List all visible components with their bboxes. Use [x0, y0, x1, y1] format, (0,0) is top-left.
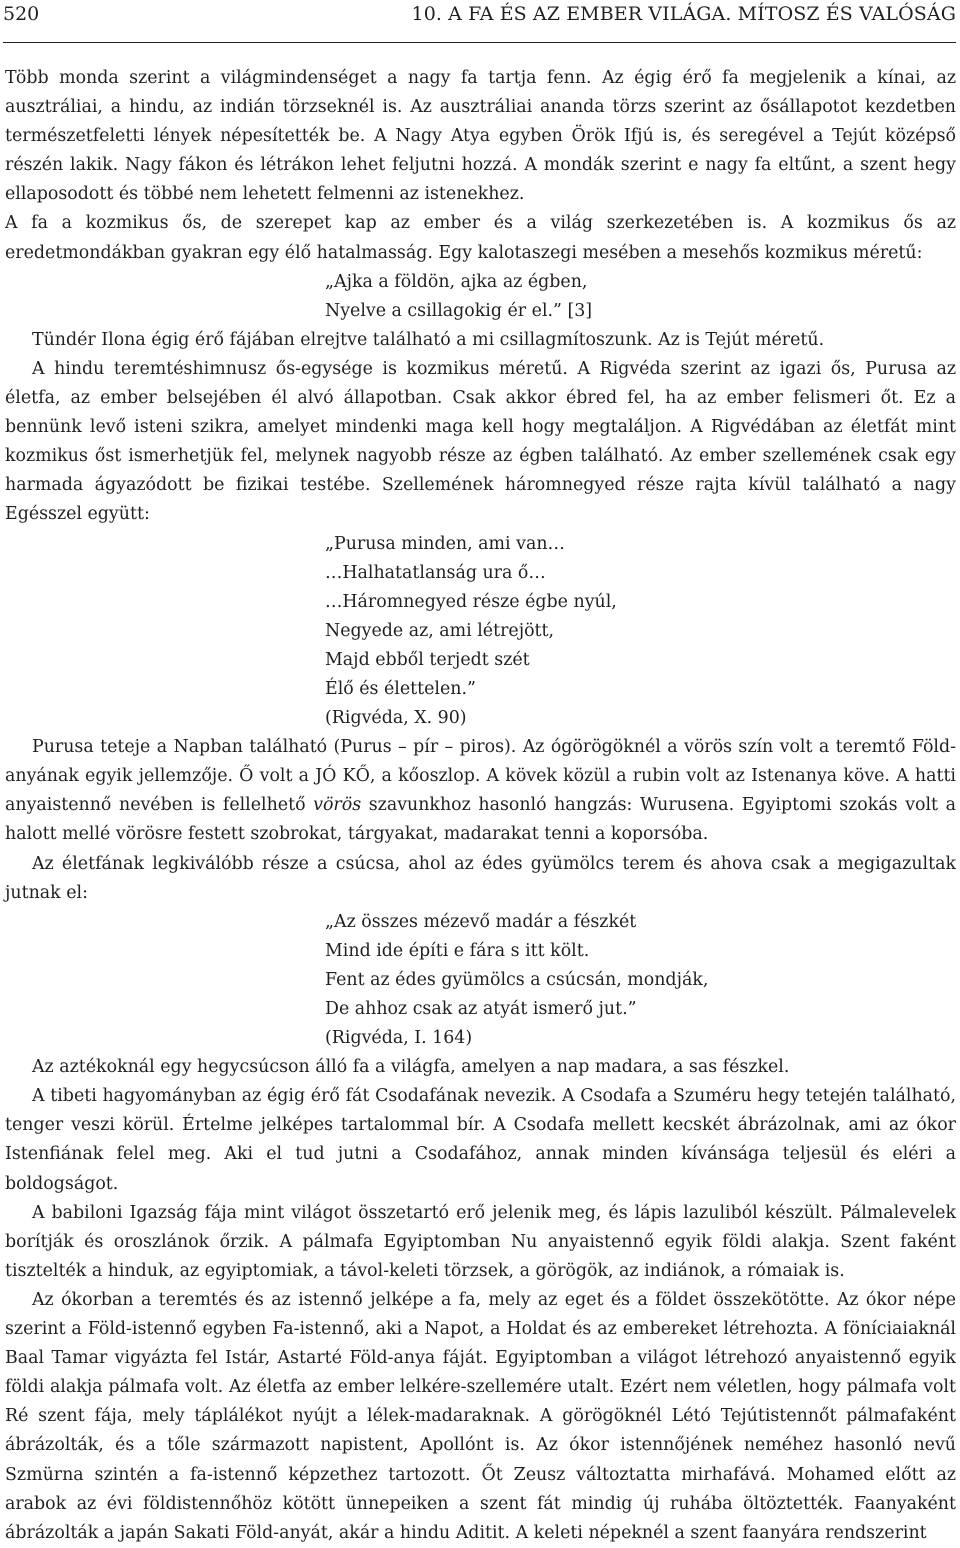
verse-line: „Ajka a földön, ajka az égben,	[325, 271, 588, 292]
paragraph: Az ókorban a teremtés és az istennő jelképe a fa, mely az eget és a földet összekötötte. Az ókor népe szerint a Föld-istennő egyben Fa-istennő, aki a Napot, a Holdat és az embereket létrehozta. A föníciaiaknál Baal Tamar vigyázta fel Istár, Astarté Föld-anya fáját. Egyiptomban a világot létrehozó anyaistennő egyik földi alakja pálmafa volt. Az életfa az ember lelkére-szellemére utalt. Ezért nem véletlen, hogy pálmafa volt Ré szent fája, mely táplálékot nyújt a lélek-madaraknak. A görögöknél Létó Tejútistennőt pálmafaként ábrázolták, és a tőle származott napistent, Apollónt is. Az ókor istennőjének neméhez hasonló nevű Szmürna szintén a fa-istennő képzethez tartozott. Őt Zeusz változtatta mirhafává. Mohamed előtt az arabok az évi földistennőhöz kötött ünnepeiken a szent fát mindig új ruhába öltöztették. Faanyaként ábrázolták a japán Sakati Föld-anyát, akár a hindu Aditit. A keleti népeknél a szent faanyára rendszerint	[5, 1289, 956, 1543]
verse-line: …Halhatatlanság ura ő…	[325, 562, 546, 583]
paragraph: A tibeti hagyományban az égig érő fát Csodafának nevezik. A Csodafa a Szuméru hegy tetején található, tenger veszi körül. Értelme jelképes tartalommal bír. A Csodafa mellett kecskét ábrázolnak, ami az ókor Istenfiának felel meg. Aki el tud jutni a Csodafához, annak minden kívánsága teljesül és eléri a boldogságot.	[5, 1086, 956, 1194]
paragraph: Több monda szerint a világmindenséget a nagy fa tartja fenn. Az égig érő fa megjelenik a kínai, az ausztráliai, a hindu, az indián törzseknél is. Az ausztráliai ananda törzs szerint az ősállapotot kezdetben természetfeletti lények népesítették be. A Nagy Atya egyben Örök Ifjú is, és seregével a Tejút középső részén lakik. Nagy fákon és létrákon lehet feljutni hozzá. A mondák szerint e nagy fa eltűnt, a szent hegy ellaposodott és többé nem lehetett felmenni az istenekhez.	[5, 68, 956, 205]
page-number: 520	[3, 3, 40, 25]
verse-line: Nyelve a csillagokig ér el.” [3]	[325, 300, 593, 321]
verse-line: Negyede az, ami létrejött,	[325, 620, 555, 641]
paragraph: Tündér Ilona égig érő fájában elrejtve található a mi csillagmítoszunk. Az is Tejút méretű.	[32, 329, 825, 350]
verse-line: Élő és élettelen.”	[325, 678, 476, 699]
verse-line: „Az összes mézevő madár a fészkét	[325, 911, 637, 932]
verse-quote	[5, 908, 956, 1053]
paragraph: A hindu teremtéshimnusz ős-egysége is kozmikus méretű. A Rigvéda szerint az igazi ős, Purusa az életfa, az ember belsejében él alvó állapotban. Csak akkor ébred fel, ha az ember felismeri őt. Ez a bennünk levő isteni szikra, amelyet mindenki maga kell hogy megtaláljon. A Rigvédában az életfát mint kozmikus őst ismerhetjük fel, melynek nagyobb része az égben található. Az ember szellemének csak egy harmada ágyazódott be fizikai testébe. Szellemének háromnegyed része rajta kívül található a nagy Egésszel együtt:	[5, 358, 956, 525]
verse-line: „Purusa minden, ami van…	[325, 533, 565, 554]
paragraph: A fa a kozmikus ős, de szerepet kap az ember és a világ szerkezetében is. A kozmikus ős az eredetmondákban gyakran egy élő hatalmasság. Egy kalotaszegi mesében a mesehős kozmikus méretű:	[5, 213, 956, 263]
verse-quote	[5, 268, 956, 326]
running-title: 10. A FA ÉS AZ EMBER VILÁGA. MÍTOSZ ÉS VALÓSÁG	[411, 3, 956, 25]
verse-line: Fent az édes gyümölcs a csúcsán, mondják,	[325, 969, 709, 990]
verse-source: (Rigvéda, I. 164)	[325, 1028, 473, 1049]
paragraph: A babiloni Igazság fája mint világot összetartó erő jelenik meg, és lápis lazuliból készült. Pálmalevelek borítják és oroszlánok őrzik. A pálmafa Egyiptomban Nu anyaistennő egyik földi alakja. Szent faként tisztelték a hinduk, az egyiptomiak, a távol-keleti törzsek, a görögök, az indiánok, a rómaiak is.	[5, 1202, 956, 1281]
paragraph: Az életfának legkiválóbb része a csúcsa, ahol az édes gyümölcs terem és ahova csak a megigazultak jutnak el:	[5, 853, 956, 903]
verse-line: …Háromnegyed része égbe nyúl,	[325, 591, 617, 612]
paragraph: Az aztékoknál egy hegycsúcson álló fa a világfa, amelyen a nap madara, a sas fészkel.	[32, 1057, 790, 1078]
verse-line: Mind ide építi e fára s itt költ.	[325, 940, 590, 961]
verse-quote	[5, 530, 956, 734]
running-header	[3, 0, 956, 43]
paragraph: Purusa teteje a Napban található (Purus – pír – piros). Az ógörögöknél a vörös szín volt a teremtő Föld-anyának egyik jellemzője. Ő volt a JÓ KŐ, a kőoszlop. A kövek közül a rubin volt az Istenanya köve. A hatti anyaistennő nevében is fellelhető vörös szavunkhoz hasonló hangzás: Wurusena. Egyiptomi szokás volt a halott mellé vörösre festett szobrokat, tárgyakat, madarakat tenni a koporsóba.	[5, 737, 956, 845]
verse-line: Majd ebből terjedt szét	[325, 649, 530, 670]
verse-source: (Rigvéda, X. 90)	[325, 708, 467, 729]
verse-line: De ahhoz csak az atyát ismerő jut.”	[325, 999, 637, 1019]
page-body	[5, 64, 956, 1548]
emphasis: vörös	[313, 795, 362, 816]
